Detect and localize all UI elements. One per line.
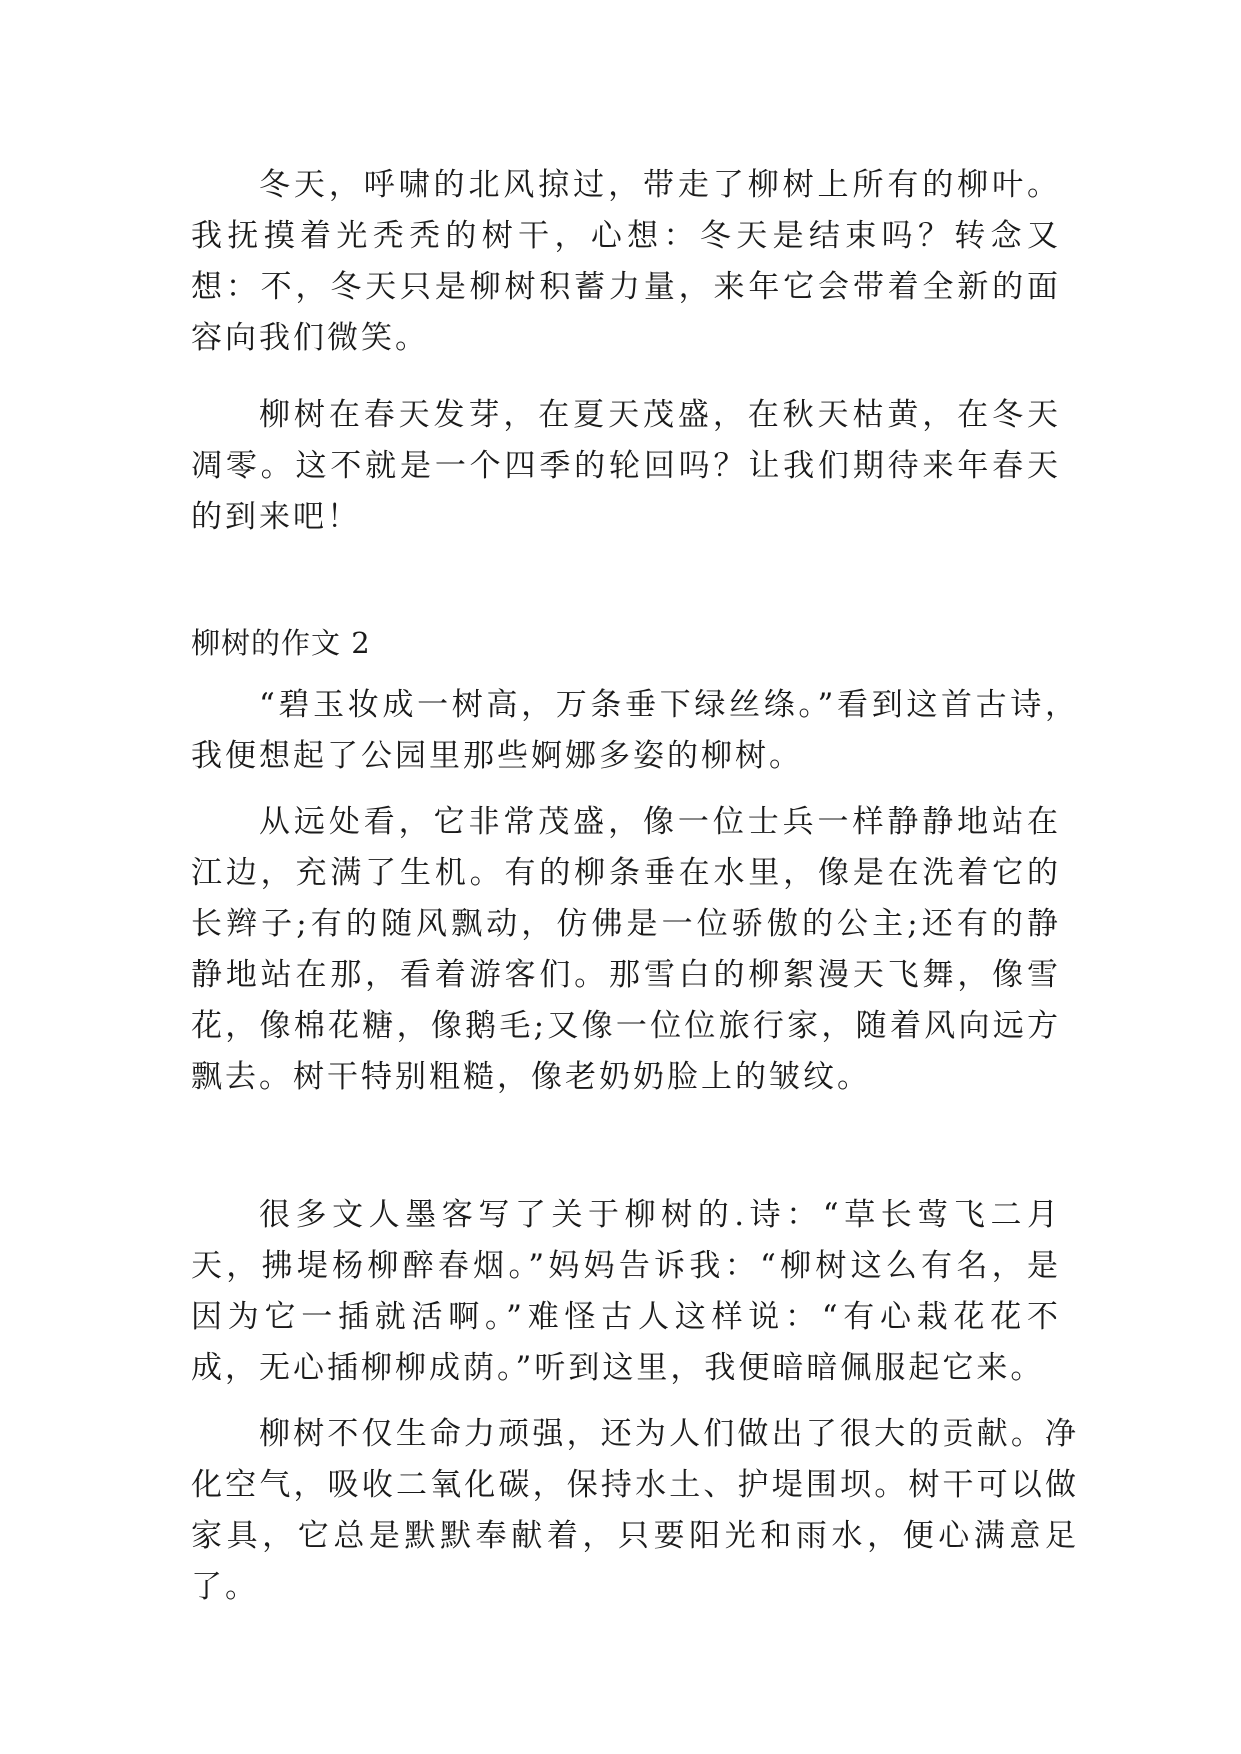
paragraph-winter: 冬天，呼啸的北风掠过，带走了柳树上所有的柳叶。我抚摸着光秃秃的树干，心想：冬天是结束吗？转念又想：不，冬天只是柳树积蓄力量，来年它会带着全新的面容向我们微笑。 — [191, 167, 1061, 356]
paragraph-seasons: 柳树在春天发芽，在夏天茂盛，在秋天枯黄，在冬天凋零。这不就是一个四季的轮回吗？让我们期待来年春天的到来吧！ — [191, 397, 1061, 535]
paragraph-poem-intro: “碧玉妆成一树高，万条垂下绿丝绦。”看到这首古诗，我便想起了公园里那些婀娜多姿的柳树。 — [191, 687, 1079, 774]
paragraph-poems: 很多文人墨客写了关于柳树的.诗：“草长莺飞二月天，拂堤杨柳醉春烟。”妈妈告诉我：“柳树这么有名，是因为它一插就活啊。”难怪古人这样说：“有心栽花花不成，无心插柳柳成荫。”听到这里，我便暗暗佩服起它来。 — [191, 1197, 1061, 1386]
section-title: 柳树的作文 2 — [191, 626, 371, 660]
paragraph-contribution: 柳树不仅生命力顽强，还为人们做出了很大的贡献。净化空气，吸收二氧化碳，保持水土、护堤围坝。树干可以做家具，它总是默默奉献着，只要阳光和雨水，便心满意足了。 — [191, 1416, 1079, 1605]
paragraph-description: 从远处看，它非常茂盛，像一位士兵一样静静地站在江边，充满了生机。有的柳条垂在水里，像是在洗着它的长辫子;有的随风飘动，仿佛是一位骄傲的公主;还有的静静地站在那，看着游客们。那雪白的柳絮漫天飞舞，像雪花，像棉花糖，像鹅毛;又像一位位旅行家，随着风向远方飘去。树干特别粗糙，像老奶奶脸上的皱纹。 — [191, 804, 1061, 1095]
